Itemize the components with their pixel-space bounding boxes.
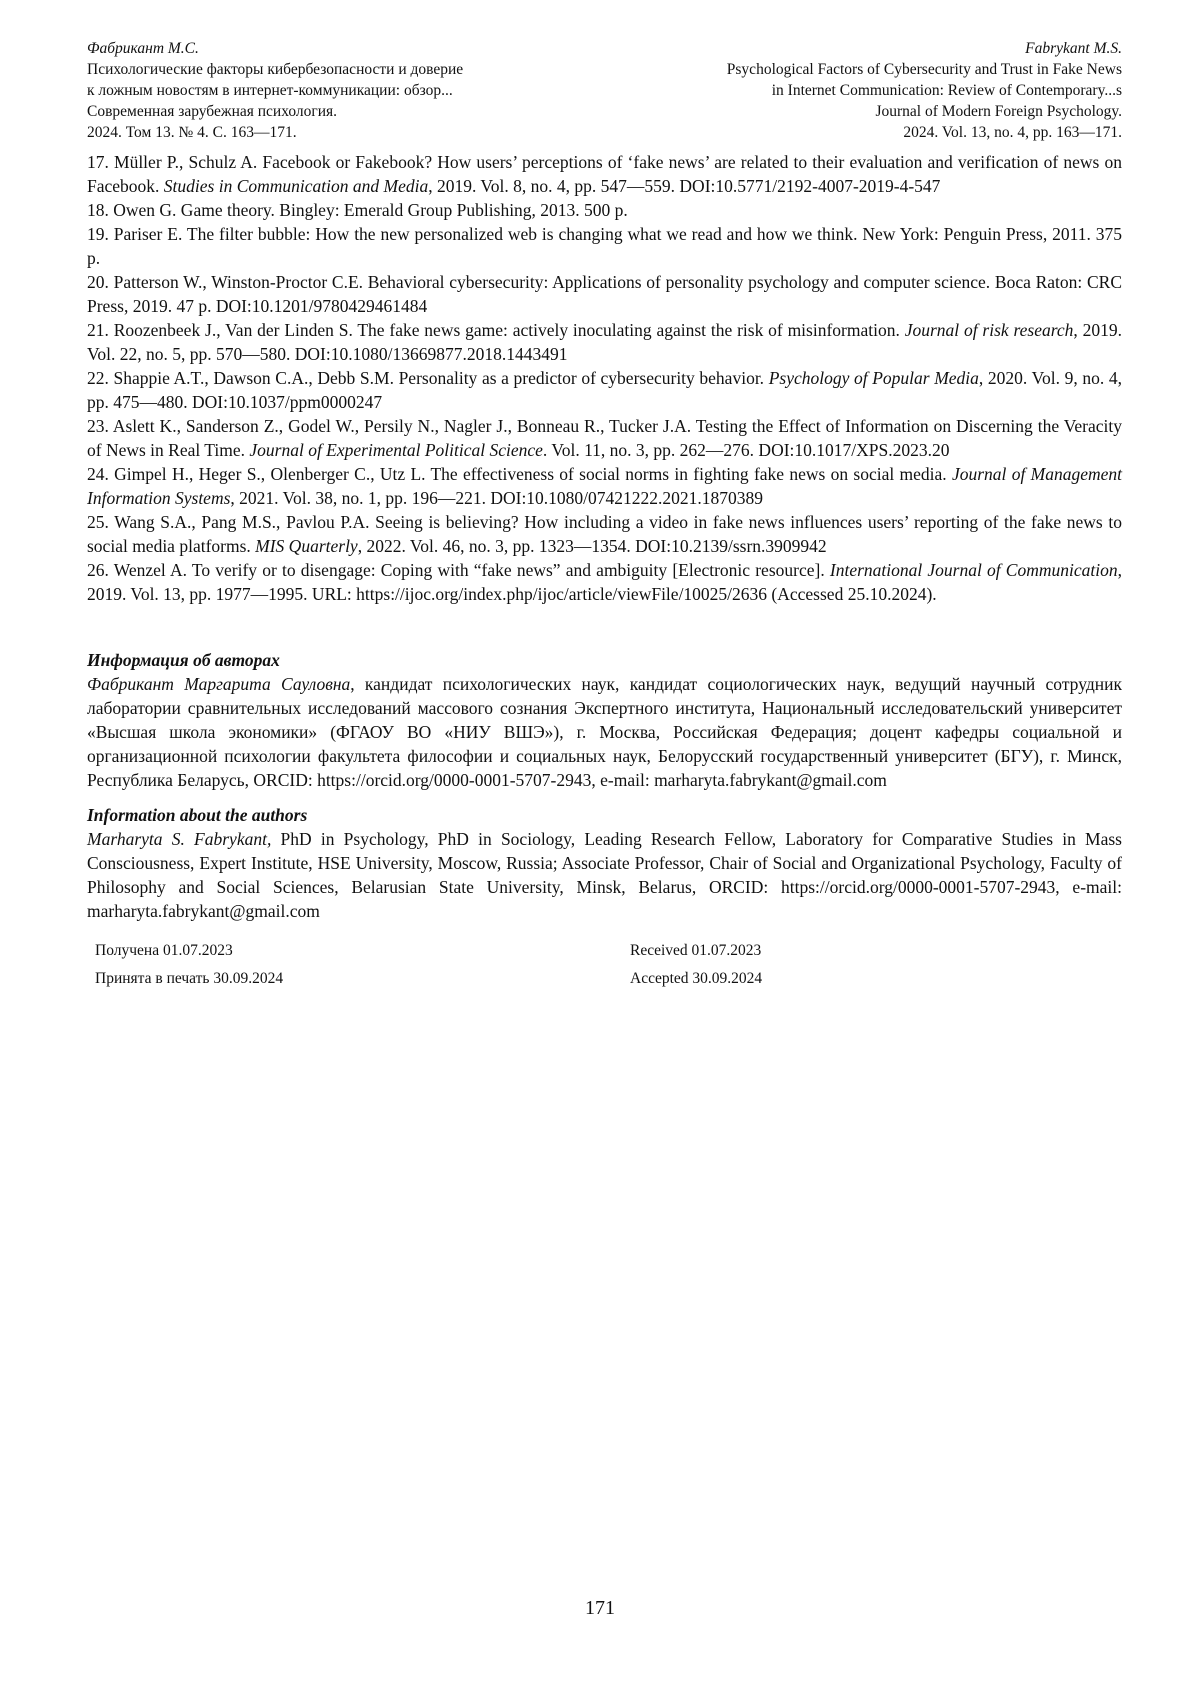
reference-source: MIS Quarterly (255, 536, 358, 556)
reference-source: International Journal of Communication (829, 560, 1118, 580)
reference-text: 19. Pariser E. The filter bubble: How the new personalized web is changing what we read and how we think. New York: Penguin Press, 2011. 375 p. (87, 224, 1122, 268)
reference-item (87, 198, 1122, 222)
reference-text: 20. Patterson W., Winston-Proctor C.E. Behavioral cybersecurity: Applications of personality psychology and computer science. Boca Raton: CRC Press, 2019. 47 p. DOI:10.1201/9780429461484 (87, 272, 1122, 316)
header-title-ru-line1: Психологические факторы кибербезопасности и доверие (87, 61, 464, 78)
reference-details: , 2022. Vol. 46, no. 3, pp. 1323—1354. DOI:10.2139/ssrn.3909942 (357, 536, 827, 556)
header-issue-en: 2024. Vol. 13, no. 4, pp. 163—171. (903, 124, 1122, 141)
header-title-en-line1: Psychological Factors of Cybersecurity and Trust in Fake News (726, 61, 1122, 78)
author-bio-en (87, 827, 1122, 923)
author-info-ru (87, 648, 1122, 792)
author-bio-text-en: PhD in Psychology, PhD in Sociology, Leading Research Fellow, Laboratory for Comparative Studies in Mass Consciousness, Expert Institute, HSE University, Moscow, Russia; Associate Professor, Chair of Social and Organizational Psychology, Faculty of Philosophy and Social Sciences, Belarusian State University, Minsk, Belarus, ORCID: https://orcid.org/0000-0001-5707-2943, e-mail: marharyta.fabrykant@gmail.com (87, 829, 1122, 921)
reference-details: , 2019. Vol. 22, no. 5, pp. 570—580. DOI:10.1080/13669877.2018.1443491 (87, 320, 1123, 364)
submission-dates (87, 937, 1122, 993)
header-journal-en: Journal of Modern Foreign Psychology. (875, 103, 1122, 120)
reference-text: 23. Aslett K., Sanderson Z., Godel W., Persily N., Nagler J., Bonneau R., Tucker J.A. Testing the Effect of Information on Discerning the Veracity of News in Real Time. (87, 416, 1122, 460)
author-info (87, 648, 1122, 923)
header-title-ru-line2: к ложным новостям в интернет-коммуникации: обзор... (87, 82, 453, 99)
reference-text: 22. Shappie A.T., Dawson C.A., Debb S.M. Personality as a predictor of cybersecurity behavior. (87, 368, 769, 388)
reference-source: Journal of Experimental Political Science (249, 440, 543, 460)
reference-item (87, 270, 1122, 318)
header-author-en: Fabrykant M.S. (1025, 40, 1122, 57)
author-name-en: Marharyta S. Fabrykant, (87, 829, 272, 849)
header-issue-ru: 2024. Том 13. № 4. С. 163—171. (87, 124, 297, 141)
accepted-date-en: Accepted 30.09.2024 (630, 970, 763, 987)
reference-item (87, 414, 1122, 462)
received-date-en: Received 01.07.2023 (630, 942, 762, 959)
reference-text: 24. Gimpel H., Heger S., Olenberger C., Utz L. The effectiveness of social norms in fighting fake news on social media. (87, 464, 952, 484)
author-name-ru: Фабрикант Маргарита Сауловна (87, 674, 351, 694)
accepted-date-ru: Принята в печать 30.09.2024 (95, 970, 284, 987)
page-number: 171 (585, 1597, 615, 1619)
reference-source: Studies in Communication and Media (163, 176, 429, 196)
reference-item (87, 366, 1122, 414)
reference-text: 26. Wenzel A. To verify or to disengage: Coping with “fake news” and ambiguity [Electronic resource]. (87, 560, 830, 580)
author-info-heading-en: Information about the authors (87, 805, 308, 825)
reference-details: , 2019. Vol. 13, pp. 1977—1995. URL: https://ijoc.org/index.php/ijoc/article/viewFile/10025/2636 (Accessed 25.10.2024). (87, 560, 1122, 604)
reference-item (87, 462, 1122, 510)
reference-list (87, 150, 1122, 606)
page (87, 38, 1122, 993)
reference-details: , 2020. Vol. 9, no. 4, pp. 475—480. DOI:10.1037/ppm0000247 (87, 368, 1122, 412)
header-right (727, 38, 1122, 143)
running-header (87, 38, 1122, 143)
reference-details: , 2019. Vol. 8, no. 4, pp. 547—559. DOI:10.5771/2192-4007-2019-4-547 (428, 176, 941, 196)
reference-source: Psychology of Popular Media (768, 368, 979, 388)
header-journal-ru: Современная зарубежная психология. (87, 103, 338, 120)
reference-item (87, 318, 1122, 366)
reference-text: 21. Roozenbeek J., Van der Linden S. The fake news game: actively inoculating against the risk of misinformation. (87, 320, 905, 340)
reference-item (87, 558, 1122, 606)
reference-item (87, 510, 1122, 558)
reference-text: 25. Wang S.A., Pang M.S., Pavlou P.A. Seeing is believing? How including a video in fake news influences users’ reporting of the fake news to social media platforms. (87, 512, 1122, 556)
author-bio-ru (87, 672, 1122, 792)
reference-details: , 2021. Vol. 38, no. 1, pp. 196—221. DOI:10.1080/07421222.2021.1870389 (230, 488, 764, 508)
received-date-ru: Получена 01.07.2023 (95, 942, 233, 959)
reference-source: Journal of Management Information Systems (87, 464, 1122, 508)
author-bio-text-ru: , кандидат психологических наук, кандидат социологических наук, ведущий научный сотрудник лаборатории сравнительных исследований массового сознания Экспертного института, Национальный исследовательский университет «Высшая школа экономики» (ФГАОУ ВО «НИУ ВШЭ»), г. Москва, Российская Федерация; доцент кафедры социальной и организационной психологии факультета философии и социальных наук, Белорусский государственный университет (БГУ), г. Минск, Республика Беларусь, ORCID: https://orcid.org/0000-0001-5707-2943, e-mail: marharyta.fabrykant@gmail.com (87, 674, 1122, 790)
author-info-en (87, 803, 1122, 923)
reference-details: . Vol. 11, no. 3, pp. 262—276. DOI:10.1017/XPS.2023.20 (542, 440, 950, 460)
reference-source: Journal of risk research (904, 320, 1074, 340)
header-author-ru: Фабрикант М.С. (87, 40, 199, 57)
header-title-en-line2: in Internet Communication: Review of Contemporary...s (771, 82, 1122, 99)
reference-text: 17. Müller P., Schulz A. Facebook or Fakebook? How users’ perceptions of ‘fake news’ are related to their evaluation and verification of news on Facebook. (87, 152, 1122, 196)
reference-item (87, 150, 1122, 198)
author-info-heading-ru: Информация об авторах (87, 650, 280, 670)
header-left (87, 38, 463, 143)
reference-text: 18. Owen G. Game theory. Bingley: Emerald Group Publishing, 2013. 500 p. (87, 200, 628, 220)
reference-item (87, 222, 1122, 270)
